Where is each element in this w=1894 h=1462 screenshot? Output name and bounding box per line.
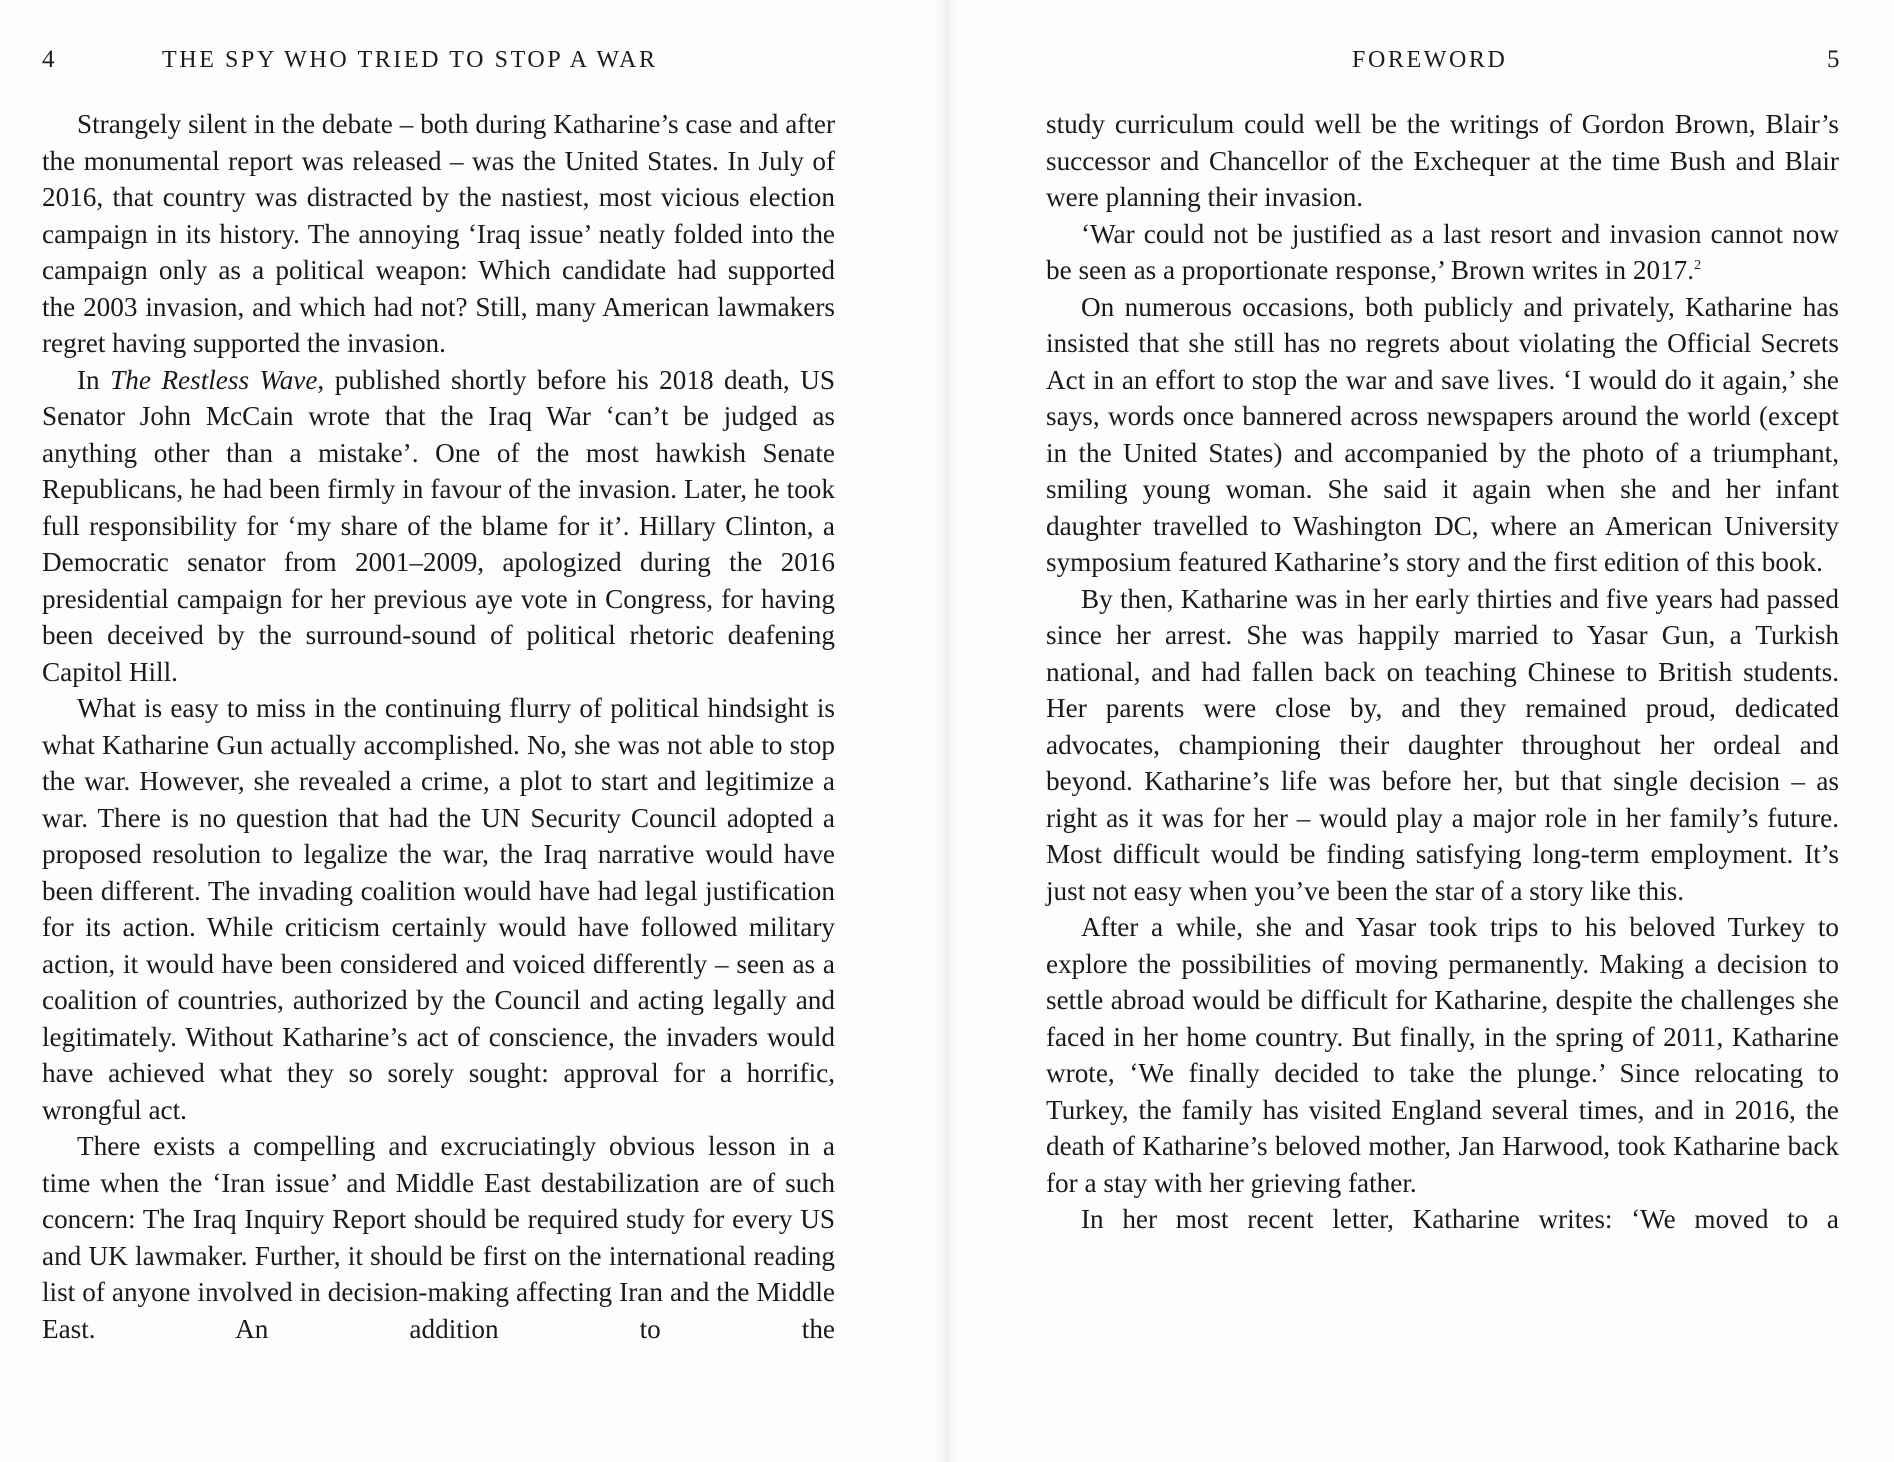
paragraph: Strangely silent in the debate – both during Katharine’s case and after the monumental report was released – was the United States. In July of 2016, that country was distracted by the nastiest, most vicious election campaign in its history. The annoying ‘Iraq issue’ neatly folded into the campaign only as a political weapon: Which candidate had supported the 2003 invasion, and which had not? Still, many American lawmakers regret having supported the invasion. (42, 109, 835, 358)
page-number: 5 (1827, 46, 1840, 73)
page-body (1046, 106, 1839, 1238)
right-page (947, 0, 1894, 1462)
paragraph: What is easy to miss in the continuing flurry of political hindsight is what Katharine Gun actually accomplished. No, she was not able to stop the war. However, she revealed a crime, a plot to start and legitimize a war. There is no question that had the UN Security Council adopted a proposed resolution to legalize the war, the Iraq narrative would have been different. The invading coalition would have had legal justification for its action. While criticism certainly would have followed military action, it would have been considered and voiced differently – seen as a coalition of countries, authorized by the Council and acting legally and legitimately. Without Katharine’s act of conscience, the invaders would have achieved what they so sorely sought: approval for a horrific, wrongful act. (42, 693, 835, 1125)
paragraph-text: In (77, 364, 111, 395)
paragraph-text: , published shortly before his 2018 death, US Senator John McCain wrote that the Iraq War ‘can’t be judged as anything other than a mistake’. One of the most hawkish Senate Republicans, he had been firmly in favour of the invasion. Later, he took full responsibility for ‘my share of the blame for it’. Hillary Clinton, a Democratic senator from 2001–2009, apologized during the 2016 presidential campaign for her previous aye vote in Congress, for having been deceived by the surround-sound of political rhetoric deafening Capitol Hill. (42, 364, 835, 687)
paragraph: After a while, she and Yasar took trips to his beloved Turkey to explore the possibilities of moving permanently. Making a decision to settle abroad would be difficult for Katharine, despite the challenges she faced in her home country. But finally, in the spring of 2011, Katharine wrote, ‘We finally decided to take the plunge.’ Since relocating to Turkey, the family has visited England several times, and in 2016, the death of Katharine’s beloved mother, Jan Harwood, took Katharine back for a stay with her grieving father. (1046, 912, 1839, 1198)
paragraph: study curriculum could well be the writings of Gordon Brown, Blair’s successor and Chancellor of the Exchequer at the time Bush and Blair were planning their invasion. (1046, 109, 1839, 212)
paragraph (42, 362, 835, 691)
page-body (42, 106, 835, 1347)
page-number: 4 (42, 46, 55, 73)
footnote-marker[interactable]: 2 (1694, 258, 1702, 273)
running-head: FOREWORD (1352, 47, 1508, 73)
book-title: The Restless Wave (110, 364, 318, 395)
paragraph: By then, Katharine was in her early thirties and five years had passed since her arrest. She was happily married to Yasar Gun, a Turkish national, and had fallen back on teaching Chinese to British students. Her parents were close by, and they remained proud, dedicated advocates, championing their daughter throughout her ordeal and beyond. Katharine’s life was before her, but that single decision – as right as it was for her – would play a major role in her family’s future. Most difficult would be finding satisfying long-term employment. It’s just not easy when you’ve been the star of a story like this. (1046, 583, 1839, 906)
paragraph (1046, 216, 1839, 289)
paragraph-text: ‘War could not be justified as a last resort and invasion cannot now be seen as a proportionate response,’ Brown writes in 2017. (1046, 218, 1839, 285)
paragraph: In her most recent letter, Katharine writes: ‘We moved to a (1081, 1204, 1839, 1234)
paragraph: On numerous occasions, both publicly and privately, Katharine has insisted that she still has no regrets about violating the Official Secrets Act in an effort to stop the war and save lives. ‘I would do it again,’ she says, words once bannered across newspapers around the world (except in the United States) and accompanied by the photo of a triumphant, smiling young woman. She said it again when she and her infant daughter travelled to Washington DC, where an American University symposium featured Katharine’s story and the first edition of this book. (1046, 291, 1839, 577)
paragraph: There exists a compelling and excruciatingly obvious lesson in a time when the ‘Iran issue’ and Middle East destabilization are of such concern: The Iraq Inquiry Report should be required study for every US and UK lawmaker. Further, it should be first on the international reading list of anyone involved in decision-making affecting Iran and the Middle East. An addition to the (42, 1131, 835, 1344)
running-head: THE SPY WHO TRIED TO STOP A WAR (162, 47, 658, 73)
